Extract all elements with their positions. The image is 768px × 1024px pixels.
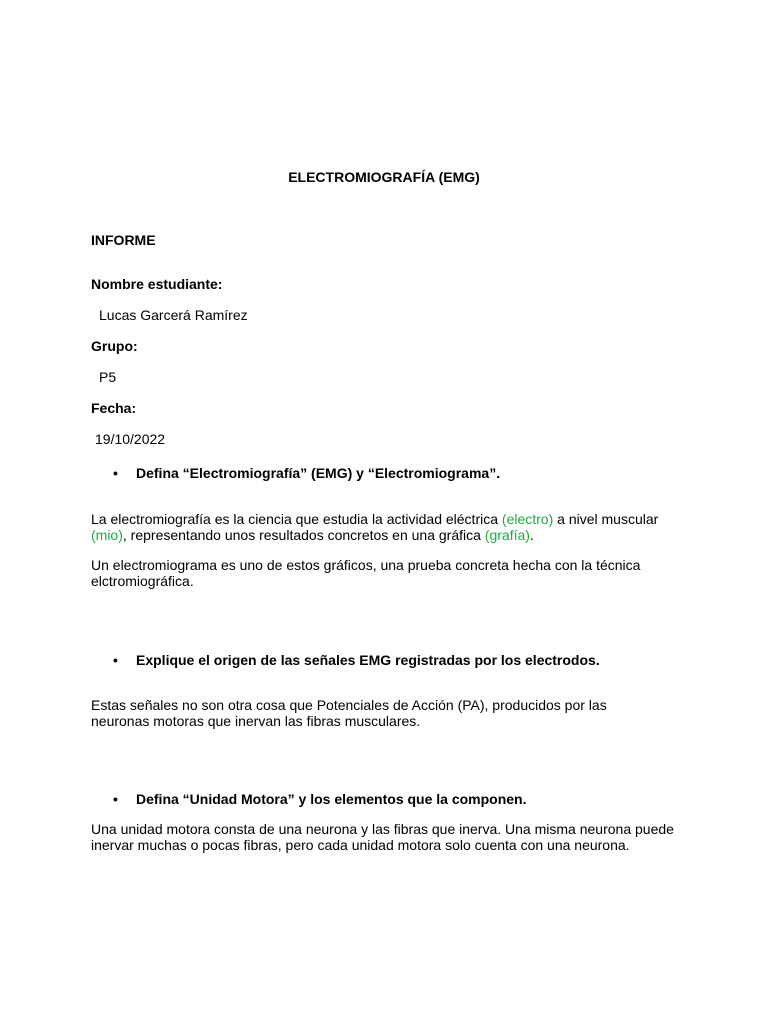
answer-3-paragraph-1: Una unidad motora consta de una neurona y las fibras que inerva. Una misma neurona puede inervar muchas o pocas fibras, pero cada unidad motora solo cuenta con una neurona. bbox=[91, 821, 674, 853]
student-label: Nombre estudiante: bbox=[91, 276, 223, 292]
group-label: Grupo: bbox=[91, 338, 138, 354]
answer-1-text-b: a nivel muscular bbox=[553, 511, 659, 527]
date-label: Fecha: bbox=[91, 400, 137, 416]
bullet-icon: • bbox=[113, 465, 118, 481]
answer-1-term-grafia: (grafía) bbox=[484, 526, 530, 543]
student-name: Lucas Garcerá Ramírez bbox=[99, 307, 248, 323]
answer-1-text-d: . bbox=[529, 526, 534, 543]
bullet-icon: • bbox=[113, 791, 118, 807]
date-value: 19/10/2022 bbox=[95, 431, 166, 447]
document-title: ELECTROMIOGRAFÍA (EMG) bbox=[288, 169, 480, 185]
answer-1-text-a: La electromiografía es la ciencia que estudia la actividad eléctrica bbox=[91, 511, 502, 527]
question-3-text: Defina “Unidad Motora” y los elementos que la componen. bbox=[136, 791, 527, 807]
answer-1-paragraph-1 bbox=[91, 512, 691, 543]
informe-heading: INFORME bbox=[91, 232, 156, 248]
question-1-text: Defina “Electromiografía” (EMG) y “Electromiograma”. bbox=[136, 465, 501, 481]
answer-1-term-mio: (mio) bbox=[91, 526, 123, 543]
answer-1-term-electro: (electro) bbox=[501, 511, 554, 527]
question-2-text: Explique el origen de las señales EMG registradas por los electrodos. bbox=[136, 652, 600, 668]
answer-2-paragraph-1: Estas señales no son otra cosa que Potenciales de Acción (PA), producidos por las neuronas motoras que inervan las fibras musculares. bbox=[91, 697, 607, 729]
group-value: P5 bbox=[99, 369, 117, 385]
answer-1-text-c: , representando unos resultados concretos en una gráfica bbox=[122, 526, 485, 543]
bullet-icon: • bbox=[113, 652, 118, 668]
answer-1-paragraph-2: Un electromiograma es uno de estos gráficos, una prueba concreta hecha con la técnica elctromiográfica. bbox=[91, 557, 641, 589]
